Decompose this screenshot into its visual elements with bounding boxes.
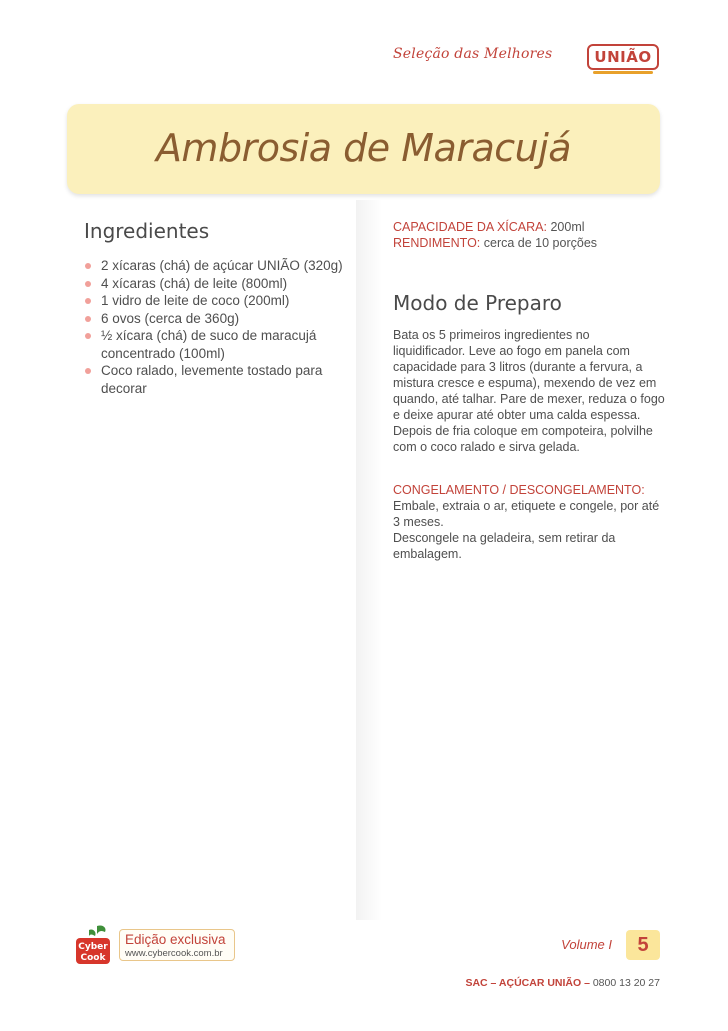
ingredient-item [84, 362, 354, 397]
ingredient-text: 4 xícaras (chá) de leite (800ml) [101, 275, 288, 291]
preparation-heading: Modo de Preparo [393, 291, 562, 315]
ingredient-text: 1 vidro de leite de coco (200ml) [101, 293, 290, 308]
volume-label: Volume I [561, 937, 612, 952]
ingredient-item [84, 327, 354, 362]
bullet-icon [85, 368, 91, 374]
ingredient-text: 6 ovos (cerca de 360g) [101, 310, 240, 326]
ingredient-item [84, 310, 354, 328]
ingredient-item [84, 257, 354, 275]
preparation-text [393, 327, 665, 455]
freezing-label: CONGELAMENTO / DESCONGELAMENTO: [393, 483, 645, 497]
yield [393, 235, 665, 251]
page-number: 5 [637, 933, 649, 956]
bullet-icon [85, 333, 91, 339]
bullet-icon [85, 281, 91, 287]
logo-text-1: Cyber [78, 942, 108, 952]
ingredients-section [84, 219, 354, 397]
edition-box [119, 929, 235, 961]
ingredient-text: Coco ralado, levemente tostado para decorar [101, 363, 323, 396]
logo-text-2: Cook [80, 953, 106, 963]
ingredient-item [84, 292, 354, 310]
ingredient-text: 2 xícaras (chá) de açúcar UNIÃO (320g) [101, 258, 343, 273]
ingredient-item [84, 275, 354, 293]
bullet-icon [85, 316, 91, 322]
ingredient-text: ½ xícara (chá) de suco de maracujá concentrado (100ml) [101, 328, 317, 361]
freezing-paragraph: Embale, extraia o ar, etiquete e congele, por até 3 meses. [393, 499, 660, 529]
sac-contact [420, 977, 660, 989]
uniao-logo [587, 44, 659, 70]
brand-name: UNIÃO [594, 48, 652, 66]
cup-capacity-value: 200ml [550, 220, 585, 234]
freezing-paragraph: Descongele na geladeira, sem retirar da embalagem. [393, 531, 616, 561]
edition-url[interactable]: www.cybercook.com.br [125, 948, 223, 959]
edition-title: Edição exclusiva [125, 932, 226, 947]
freezing-text [393, 498, 665, 562]
series-title: Seleção das Melhores [393, 46, 553, 62]
ingredients-list [84, 257, 354, 397]
cup-capacity [393, 219, 665, 235]
preparation-paragraph: Bata os 5 primeiros ingredientes no liquidificador. Leve ao fogo em panela com capacidade para 3 litros (durante a fervura, a mistura cresce e espuma), mexendo de vez em quando, até talhar. Pare de mexer, reduza o fogo e deixe apurar até obter uma calda espessa. [393, 328, 665, 422]
title-banner [67, 104, 660, 194]
ingredients-heading: Ingredientes [84, 219, 210, 243]
bullet-icon [85, 263, 91, 269]
yield-value: cerca de 10 porções [483, 236, 598, 250]
bullet-icon [85, 298, 91, 304]
page-number-box [626, 930, 660, 960]
sac-phone: 0800 13 20 27 [592, 977, 660, 989]
cybercook-logo-icon [73, 922, 113, 966]
column-divider [356, 200, 382, 920]
sac-label: SAC – AÇÚCAR UNIÃO – [465, 977, 590, 989]
recipe-title: Ambrosia de Maracujá [155, 126, 572, 170]
cup-capacity-label: CAPACIDADE DA XÍCARA: [393, 220, 547, 234]
yield-label: RENDIMENTO: [393, 236, 481, 250]
preparation-paragraph: Depois de fria coloque em compoteira, polvilhe com o coco ralado e sirva gelada. [393, 424, 653, 454]
details-section [393, 219, 665, 562]
